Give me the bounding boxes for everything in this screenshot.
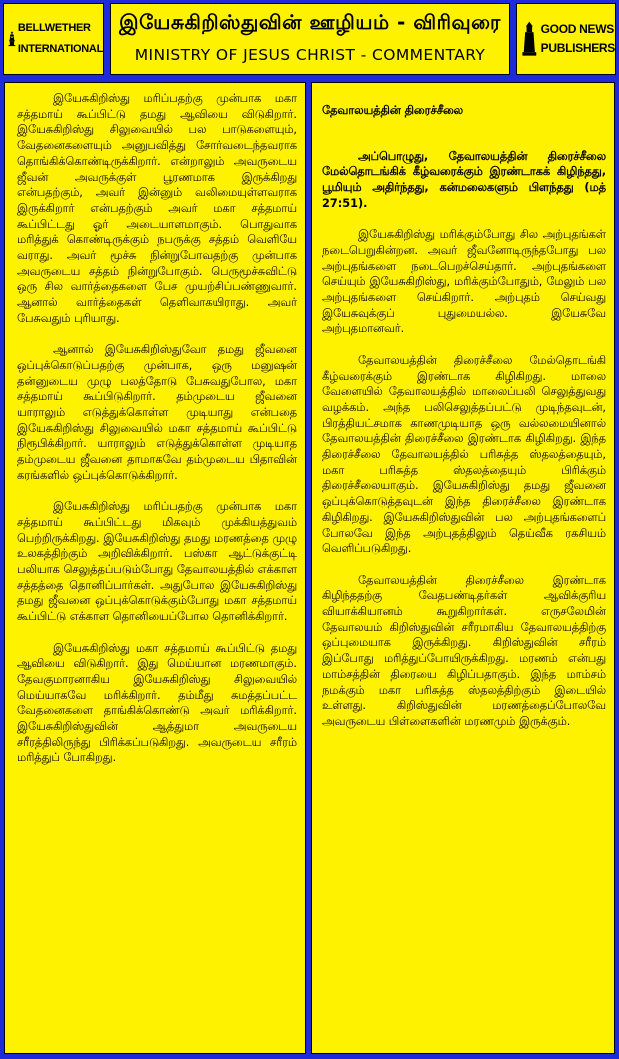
- right-logo-line-2: PUBLISHERS: [540, 41, 615, 55]
- scripture-quote: அப்பொழுது, தேவாலயத்தின் திரைச்சீலை மேல்தொடங்கிக் கீழ்வரைக்கும் இரண்டாகக் கிழிந்தது, பூமியும் அதிர்ந்தது, கன்மலைகளும் பிளந்தது (மத் 27:51).: [322, 149, 606, 210]
- right-paragraph: தேவாலயத்தின் திரைச்சீலை இரண்டாக கிழிந்ததற்கு வேதபண்டிதர்கள் ஆவிக்குரிய வியாக்கியானம் கூறுகிறார்கள். எருசலேமின் தேவாலயம் கிறிஸ்துவின் சரீரமாகிய தேவாலயத்திற்கு ஒப்புமையாக இருக்கிறது. கிறிஸ்துவின் சரீரம் இப்போது மரித்துப்போயிருக்கிறது. மரணம் என்பது மாம்சத்தின் திரையை கிழிப்பதாகும். இந்த மாம்சம் நமக்கும் மகா பரிசுத்த ஸ்தலத்திற்கும் இடையில் உள்ளது. கிறிஸ்துவின் மரணத்தைப்போலவே அவருடைய பிள்ளைகளின் மரணமும் இருக்கும்.: [322, 573, 606, 728]
- right-logo-line-1: GOOD NEWS: [540, 22, 614, 36]
- lighthouse-icon: [521, 14, 538, 64]
- right-paragraph: தேவாலயத்தின் திரைச்சீலை மேல்தொடங்கி கீழ்வரைக்கும் இரண்டாக கிழிகிறது. மாலை வேளையில் தேவாலயத்தில் மாலைப்பலி செலுத்துவது வழக்கம். அந்த பலிசெலுத்தப்பட்டு முடிந்தவுடன், பிரத்தியட்சமாக காணமுடியாத ஒரு வல்லமையினால் தேவாலயத்தின் திரைச்சீலை இரண்டாக கிழிகிறது. இந்த திரைச்சீலை தேவாலயத்தில் பரிசுத்த ஸ்தலத்தையும், மகா பரிசுத்த ஸ்தலத்தையும் பிரிக்கும் திரைச்சீலையாகும். இயேசுகிறிஸ்து தமது ஜீவனை ஒப்புக்கொடுத்தவுடன் இந்த திரைச்சீலை இரண்டாக கிழிகிறது. இயேசுகிறிஸ்துவின் பல அற்புதங்களைப் போலவே இந்த அற்புதத்திலும் தெய்வீக ரகசியம் வெளிப்படுகிறது.: [322, 353, 606, 556]
- section-title: தேவாலயத்தின் திரைச்சீலை: [322, 104, 464, 117]
- right-paragraph: இயேசுகிறிஸ்து மரிக்கும்போது சில அற்புதங்கள் நடைபெறுகின்றன. அவர் ஜீவனோடிருந்தபோது பல அற்புதங்களை நடைபெறச்செய்தார். அற்புதங்களை செய்யும் இயேசுகிறிஸ்து, மரிக்கும்போதும், மேலும் பல அற்புதங்களை செய்கிறார். அற்புதம் செய்வது இயேசுவுக்குப் புதுமையல்ல. இயேசுவே அற்புதமானவர்.: [322, 228, 606, 336]
- left-paragraph: இயேசுகிறிஸ்து மகா சத்தமாய் கூப்பிட்டு தமது ஆவியை விடுகிறார். இது மெய்யான மரணமாகும். தேவகுமாரனாகிய இயேசுகிறிஸ்து சிலுவையில் மெய்யாகவே மரிக்கிறார். தம்மீது சுமத்தப்பட்ட வேதனைகளை தாங்கிக்கொண்டு அவர் மரிக்கிறார். இயேசுகிறிஸ்துவின் ஆத்துமா அவருடைய சரீரத்திலிருந்து பிரிக்கப்படுகிறது. அவருடைய சரீரம் மரித்துப் போகிறது.: [17, 641, 297, 765]
- left-logo-line-1: BELLWETHER: [17, 22, 91, 34]
- title-tamil: இயேசுகிறிஸ்துவின் ஊழியம் - விரிவுரை: [119, 10, 501, 34]
- left-paragraph: ஆனால் இயேசுகிறிஸ்துவோ தமது ஜீவனை ஒப்புக்கொடுப்பதற்கு முன்பாக, ஒரு மனுஷன் தன்னுடைய முழு பலத்தோடு பேசுவதுபோல, மகா சத்தமாய் கூப்பிடுகிறார். தம்முடைய ஜீவனை யாராலும் எடுத்துக்கொள்ள முடியாது என்பதை இயேசுகிறிஸ்து சிலுவையில் மகா சத்தமாய் கூப்பிட்டு நிரூபிக்கிறார். யாராலும் எடுத்துக்கொள்ள முடியாத தம்முடைய ஜீவனை தாமாகவே தம்முடைய பிதாவின் கரங்களில் ஒப்புக்கொடுக்கிறார்.: [17, 343, 297, 482]
- page-header: [0, 0, 619, 79]
- good-news-logo: [516, 3, 616, 75]
- left-paragraph: இயேசுகிறிஸ்து மரிப்பதற்கு முன்பாக மகா சத்தமாய் கூப்பிட்டது மிகவும் முக்கியத்துவம் பெற்றிருக்கிறது. இயேசுகிறிஸ்து தமது மரணத்தை முழு உலகத்திற்கும் அறிவிக்கிறார். பஸ்கா ஆட்டுக்குட்டி பலியாக செலுத்தப்படும்போது தேவாலயத்தில் எக்காள சத்தத்தை தொனிப்பார்கள். அதுபோல இயேசுகிறிஸ்து தமது ஜீவனை ஒப்புக்கொடுக்கும்போது மகா சத்தமாய் கூப்பிட்டு எக்காள தொனியைப்போல தொனிக்கிறார்.: [17, 500, 297, 624]
- right-column: [311, 82, 615, 1054]
- bellwether-logo: [3, 3, 104, 75]
- left-logo-line-2: INTERNATIONAL: [17, 43, 103, 55]
- left-column: [4, 82, 306, 1054]
- left-paragraph: இயேசுகிறிஸ்து மரிப்பதற்கு முன்பாக மகா சத்தமாய் கூப்பிட்டு தமது ஆவியை விடுகிறார். இயேசுகிறிஸ்து சிலுவையில் பல பாடுகளையும், வேதனைகளையும் அனுபவித்து சோர்வடைந்தவராக தொங்கிக்கொண்டிருக்கிறார். என்றாலும் அவருடைய ஜீவன் அவருக்குள் பூரணமாக இருக்கிறது என்பதற்கும், அவர் இன்னும் வலிமையுள்ளவராக இருக்கிறார் என்பதற்கும் அவர் மகா சத்தமாய் கூப்பிட்டது ஓர் அடையாளமாகும். பொதுவாக மரித்துக் கொண்டிருக்கும் நபருக்கு சத்தம் வெளியே வராது. அவர் மூச்சு நின்றுபோவதற்கு முன்பாக அவருடைய சத்தம் நின்றுபோகும். பெருமூச்சுவிட்டு ஒரு சில வார்த்தைகளை பேச முயற்சிப்பண்ணுவார். ஆனால் வார்த்தைகள் தெளிவாகயிராது. அவர் பேசுவதும் புரியாது.: [17, 92, 297, 325]
- bell-tower-icon: [8, 10, 16, 68]
- title-english: MINISTRY OF JESUS CHRIST - COMMENTARY: [134, 46, 486, 64]
- header-title-box: [110, 3, 510, 75]
